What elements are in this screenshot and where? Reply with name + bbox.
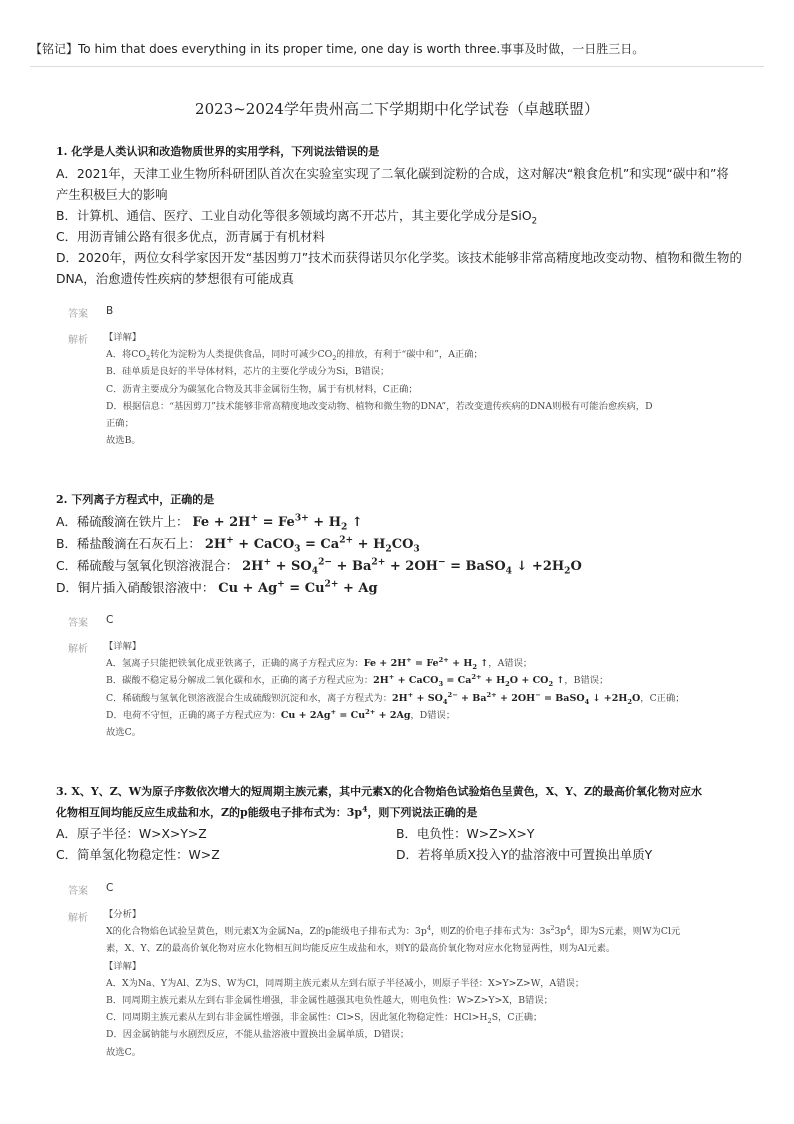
- question-2-explanation: [106, 638, 746, 741]
- question-1-option-a: [56, 163, 746, 205]
- question-3-answer: C: [106, 882, 114, 894]
- explanation-tag: 【详解】: [104, 332, 142, 343]
- question-3-explanation: [106, 906, 746, 1061]
- explanation-conclusion: 故选C。: [106, 727, 142, 739]
- option-d-line-2: DNA，治愈遗传性疾病的梦想很有可能成真: [56, 271, 294, 286]
- explanation-d: D．因金属钠能与水剧烈反应，不能从盐溶液中置换出金属单质，D错误；: [106, 1029, 410, 1041]
- explanation-conclusion: 故选B。: [106, 435, 141, 447]
- explanation-conclusion: 故选C。: [106, 1046, 142, 1058]
- question-2-option-a: A．稀硫酸滴在铁片上： $Fe + 2H^+ = Fe^{3+} + H_2$ ↑: [56, 512, 363, 533]
- analysis-label: 解析: [68, 913, 88, 924]
- question-2-answer: C: [106, 614, 114, 626]
- explanation-c: C．同周期主族元素从左到右非金属性增强，非金属性：Cl>S，因此氢化物稳定性：$HCl>H_2S$，C正确；: [106, 1012, 543, 1026]
- equation-d: $Cu + Ag^+ = Cu^{2+} + Ag$: [218, 578, 378, 596]
- question-3-options-row-2: [56, 844, 746, 865]
- option-a-line-2: 产生积极巨大的影响: [56, 187, 168, 202]
- question-2-option-d: D．铜片插入硝酸银溶液中： $Cu + Ag^+ = Cu^{2+} + Ag$: [56, 578, 378, 596]
- question-1-option-c: C．用沥青铺公路有很多优点，沥青属于有机材料: [56, 229, 325, 244]
- explanation-b: B．同周期主族元素从左到右非金属性增强，非金属性越强其电负性越大，则电负性：W>Z>Y>X，B错误；: [106, 995, 553, 1007]
- option-b-subscript: 2: [531, 216, 538, 227]
- explanation-d-line-1: D．根据信息：“基因剪刀”技术能够非常高精度地改变动物、植物和微生物的DNA”，若改变遗传疾病的DNA则极有可能治愈疾病，D: [106, 400, 653, 412]
- motto: 【铭记】To him that does everything in its proper time, one day is worth three.事事及时做，一日胜三日。: [30, 42, 645, 56]
- question-1-answer: B: [106, 305, 114, 317]
- explanation-d: D．电荷不守恒，正确的离子方程式应为：$Cu + 2Ag^+ = Cu^{2+} + 2Ag$，D错误；: [106, 707, 456, 721]
- explanation-a: A．将$CO_2$转化为淀粉为人类提供食品，同时可减少$CO_2$的排放，有利于“碳中和”，A正确；: [106, 349, 483, 363]
- question-1-option-d: [56, 247, 746, 289]
- equation-a: $Fe + 2H^+ = Fe^{3+} + H_2$ ↑: [192, 512, 363, 533]
- option-d-line-1: D．2020年，两位女科学家因开发“基因剪刀”技术而获得诺贝尔化学奖。该技术能够非常高精度地改变动物、植物和微生物的: [56, 250, 742, 265]
- answer-label: 答案: [68, 886, 88, 897]
- analysis-tag: 【分析】: [104, 909, 142, 920]
- answer-label: 答案: [68, 309, 88, 320]
- question-3-option-c: C．简单氢化物稳定性：W>Z: [56, 847, 220, 862]
- question-3-stem-line-1: 3. X、Y、Z、W为原子序数依次增大的短周期主族元素，其中元素X的化合物焰色试验焰色呈黄色，X、Y、Z的最高价氧化物对应水: [56, 785, 703, 798]
- answer-label: 答案: [68, 618, 88, 629]
- question-2-option-b: B．稀盐酸滴在石灰石上： 2H+ + CaCO$_3$ = $Ca^{2+} + H_2CO_3$: [56, 534, 420, 555]
- document-title: 2023~2024学年贵州高二下学期期中化学试卷（卓越联盟）: [195, 100, 599, 118]
- analysis-line-1: X的化合物焰色试验呈黄色，则元素X为金属Na，Z的p能级电子排布式为：$3p^4$，则Z的价电子排布式为：$3s^23p^4$，即为S元素，则W为Cl元: [106, 924, 681, 938]
- question-2-stem: 2. 下列离子方程式中，正确的是: [56, 493, 215, 506]
- header-divider: [30, 66, 764, 67]
- question-3-option-a: A．原子半径：W>X>Y>Z: [56, 826, 207, 841]
- explanation-b: B．碳酸不稳定易分解成二氧化碳和水，正确的离子方程式应为：2H+ + CaCO$_3$ = $Ca^{2+} + H_2O + CO_2$ ↑，B错误；: [106, 673, 609, 689]
- option-a-line-1: A．2021年，天津工业生物所科研团队首次在实验室实现了二氧化碳到淀粉的合成，这对解决“粮食危机”和实现“碳中和”将: [56, 166, 729, 181]
- explanation-c: C．稀硫酸与氢氧化钡溶液混合生成硫酸钡沉淀和水，离子方程式为：$2H^+ + SO_4^{2-} + Ba^{2+} + 2OH^-$ = BaSO$_4$ ↓ $+2H_2O$，C正确；: [106, 690, 685, 706]
- question-1-stem: 1. 化学是人类认识和改造物质世界的实用学科，下列说法错误的是: [56, 145, 380, 158]
- question-3-options-row-1: [56, 823, 746, 844]
- explanation-b: B．硅单质是良好的半导体材料，芯片的主要化学成分为Si，B错误；: [106, 366, 390, 378]
- explanation-tag: 【详解】: [104, 960, 142, 972]
- explanation-c: C．沥青主要成分为碳氢化合物及其非金属衍生物，属于有机材料，C正确；: [106, 383, 418, 395]
- analysis-label: 解析: [68, 335, 88, 346]
- equation-b: 2H+ + CaCO$_3$ = $Ca^{2+} + H_2CO_3$: [204, 534, 420, 555]
- question-1: [56, 141, 746, 289]
- equation-c: $2H^+ + SO_4^{2-} + Ba^{2+} + 2OH^-$ = BaSO$_4$ ↓ $+2H_2O$: [242, 556, 582, 577]
- explanation-tag: 【详解】: [104, 641, 142, 652]
- question-3-option-b: B．电负性：W>Z>X>Y: [396, 826, 535, 841]
- question-1-option-b: [56, 205, 746, 226]
- explanation-a: A．X为Na、Y为Al、Z为S、W为Cl，同周期主族元素从左到右原子半径减小，则原子半径：X>Y>Z>W，A错误；: [106, 977, 585, 989]
- explanation-a: A．氢离子只能把铁氧化成亚铁离子，正确的离子方程式应为：$Fe + 2H^+ = Fe^{2+} + H_2$ ↑，A错误；: [106, 656, 533, 672]
- question-3: [56, 781, 746, 865]
- option-b-text: B．计算机、通信、医疗、工业自动化等很多领域均离不开芯片，其主要化学成分是SiO: [56, 208, 532, 223]
- question-2-option-c: C．稀硫酸与氢氧化钡溶液混合： $2H^+ + SO_4^{2-} + Ba^{2+} + 2OH^-$ = BaSO$_4$ ↓ $+2H_2O$: [56, 556, 582, 577]
- question-2: [56, 489, 746, 599]
- analysis-line-2: 素，X、Y、Z的最高价氧化物对应水化物相互间均能反应生成盐和水，则Y的最高价氧化物对应水化物显两性，则为Al元素。: [106, 943, 616, 955]
- analysis-label: 解析: [68, 644, 88, 655]
- question-3-option-d: D．若将单质X投入Y的盐溶液中可置换出单质Y: [396, 847, 653, 862]
- question-1-explanation: [106, 329, 746, 449]
- explanation-d-line-2: 正确；: [106, 418, 134, 430]
- question-3-stem-line-2: 化物相互间均能反应生成盐和水，Z的p能级电子排布式为：$3p^4$，则下列说法正确的是: [56, 804, 478, 819]
